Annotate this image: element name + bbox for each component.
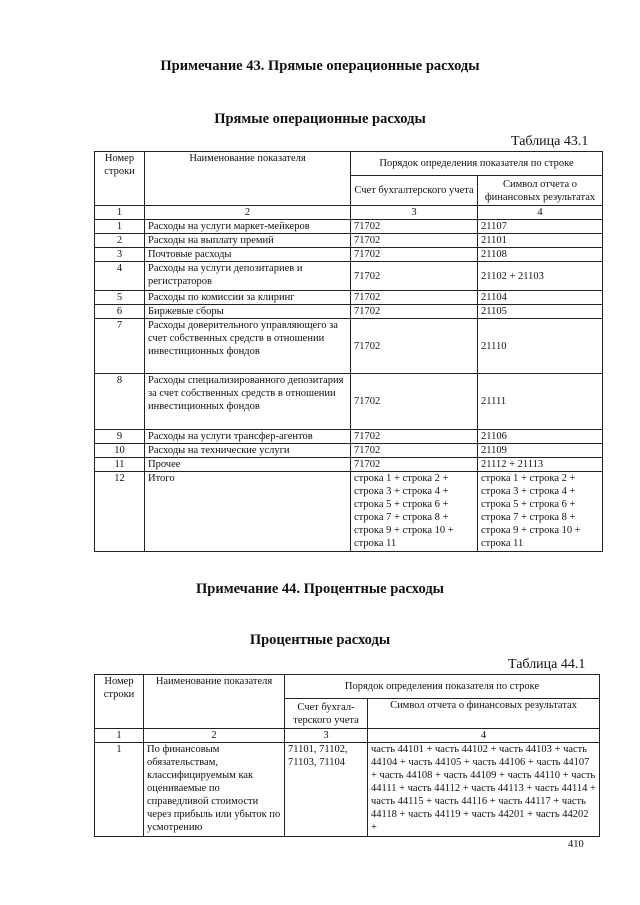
row-symbol: 21102 + 21103	[478, 262, 603, 291]
row-number: 6	[95, 305, 145, 319]
row-symbol: 21109	[478, 444, 603, 458]
row-symbol: часть 44101 + часть 44102 + часть 44103 + часть 44104 + часть 44105 + часть 44106 + часть 44107 + часть 44108 + часть 44109 + часть 44110 + часть 44111 + часть 44112 + часть 44113 + часть 44114 + часть 44115 + часть 44116 + часть 44117 + часть 44118 + часть 44119 + часть 44201 + часть 44202 +	[368, 743, 600, 837]
row-number: 9	[95, 430, 145, 444]
row-account: 71702	[351, 319, 478, 374]
row-symbol: 21112 + 21113	[478, 458, 603, 472]
row-account: 71101, 71102, 71103, 71104	[285, 743, 368, 837]
header-account: Счет бухгал-терского учета	[285, 699, 368, 729]
row-number: 1	[95, 220, 145, 234]
row-number: 3	[95, 248, 145, 262]
column-number-row	[95, 729, 600, 743]
table-43-1	[94, 151, 603, 552]
row-symbol: 21111	[478, 374, 603, 430]
row-name: Расходы на технические услуги	[145, 444, 351, 458]
row-account: 71702	[351, 305, 478, 319]
row-number: 1	[95, 743, 144, 837]
table-row	[95, 458, 603, 472]
header-report-symbol: Символ отчета о финансовых результатах	[478, 176, 603, 206]
table-row	[95, 374, 603, 430]
col-number-2: 2	[145, 206, 351, 220]
row-number: 7	[95, 319, 145, 374]
row-account: 71702	[351, 234, 478, 248]
row-name: Прочее	[145, 458, 351, 472]
table-row-total	[95, 472, 603, 552]
row-number: 12	[95, 472, 145, 552]
row-symbol: 21106	[478, 430, 603, 444]
row-name: Биржевые сборы	[145, 305, 351, 319]
row-account: 71702	[351, 458, 478, 472]
row-symbol: строка 1 + строка 2 + строка 3 + строка 4 + строка 5 + строка 6 + строка 7 + строка 8 + строка 9 + строка 10 + строка 11	[478, 472, 603, 552]
row-account: 71702	[351, 262, 478, 291]
row-number: 10	[95, 444, 145, 458]
col-number-2: 2	[144, 729, 285, 743]
header-indicator-name: Наименование показателя	[145, 152, 351, 206]
row-account: 71702	[351, 291, 478, 305]
row-name: Расходы по комиссии за клиринг	[145, 291, 351, 305]
row-account: 71702	[351, 444, 478, 458]
note-44-title: Примечание 44. Процентные расходы	[196, 581, 444, 597]
table-row	[95, 291, 603, 305]
col-number-4: 4	[368, 729, 600, 743]
header-account: Счет бухгалтерского учета	[351, 176, 478, 206]
note-43-title: Примечание 43. Прямые операционные расходы	[160, 58, 480, 74]
col-number-3: 3	[351, 206, 478, 220]
row-name: По финансовым обязательствам, классифицируемым как оцениваемые по справедливой стоимости через прибыль или убыток по усмотрению	[144, 743, 285, 837]
column-number-row	[95, 206, 603, 220]
row-number: 5	[95, 291, 145, 305]
row-symbol: 21105	[478, 305, 603, 319]
row-symbol: 21101	[478, 234, 603, 248]
header-indicator-name: Наименование показателя	[144, 675, 285, 729]
page-number: 410	[568, 839, 584, 850]
col-number-4: 4	[478, 206, 603, 220]
header-determination-order: Порядок определения показателя по строке	[285, 675, 600, 699]
header-determination-order: Порядок определения показателя по строке	[351, 152, 603, 176]
header-report-symbol: Символ отчета о финансовых результатах	[368, 699, 600, 729]
col-number-1: 1	[95, 729, 144, 743]
col-number-3: 3	[285, 729, 368, 743]
row-number: 11	[95, 458, 145, 472]
table-row	[95, 220, 603, 234]
row-name: Почтовые расходы	[145, 248, 351, 262]
row-account: 71702	[351, 374, 478, 430]
row-number: 8	[95, 374, 145, 430]
table-row	[95, 319, 603, 374]
row-account: 71702	[351, 220, 478, 234]
header-row-number: Номер строки	[95, 152, 145, 206]
row-symbol: 21107	[478, 220, 603, 234]
table-row	[95, 234, 603, 248]
table-row	[95, 248, 603, 262]
row-symbol: 21110	[478, 319, 603, 374]
row-name: Расходы на услуги маркет-мейкеров	[145, 220, 351, 234]
table-row	[95, 743, 600, 837]
row-name: Итого	[145, 472, 351, 552]
table-header-row	[95, 152, 603, 176]
note-44-subtitle: Процентные расходы	[249, 632, 391, 648]
row-account: 71702	[351, 248, 478, 262]
note-43-subtitle: Прямые операционные расходы	[214, 111, 426, 127]
header-row-number: Номер строки	[95, 675, 144, 729]
table-44-1	[94, 674, 600, 837]
row-name: Расходы на услуги депозитариев и регистраторов	[145, 262, 351, 291]
row-symbol: 21104	[478, 291, 603, 305]
table-row	[95, 430, 603, 444]
table-43-1-label: Таблица 43.1	[511, 134, 589, 149]
row-name: Расходы на выплату премий	[145, 234, 351, 248]
table-row	[95, 262, 603, 291]
table-header-row	[95, 675, 600, 699]
row-number: 2	[95, 234, 145, 248]
col-number-1: 1	[95, 206, 145, 220]
table-row	[95, 305, 603, 319]
row-name: Расходы специализированного депозитария за счет собственных средств в отношении инвестиционных фондов	[145, 374, 351, 430]
row-name: Расходы на услуги трансфер-агентов	[145, 430, 351, 444]
row-name: Расходы доверительного управляющего за счет собственных средств в отношении инвестиционных фондов	[145, 319, 351, 374]
table-44-1-label: Таблица 44.1	[508, 657, 586, 672]
table-row	[95, 444, 603, 458]
row-number: 4	[95, 262, 145, 291]
row-symbol: 21108	[478, 248, 603, 262]
row-account: строка 1 + строка 2 + строка 3 + строка 4 + строка 5 + строка 6 + строка 7 + строка 8 + строка 9 + строка 10 + строка 11	[351, 472, 478, 552]
row-account: 71702	[351, 430, 478, 444]
